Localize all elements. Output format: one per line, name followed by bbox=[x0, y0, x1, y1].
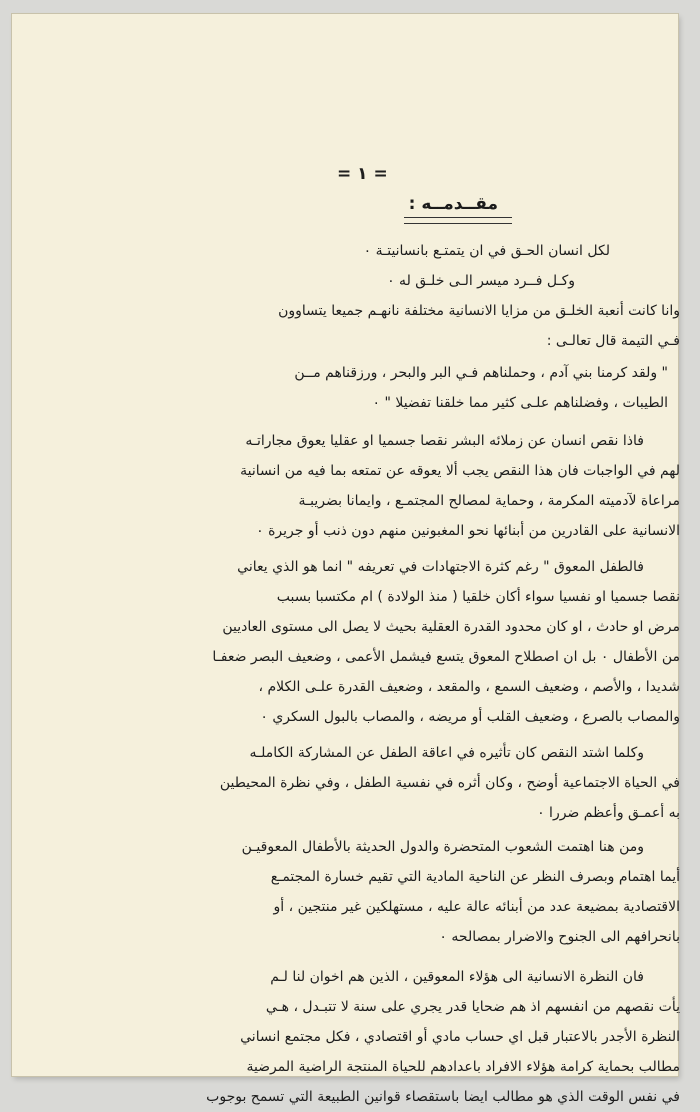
text-line: بانحرافهم الى الجنوح والاضرار بمصالحه ٠ bbox=[439, 929, 680, 945]
paragraph bbox=[92, 426, 680, 546]
paragraph bbox=[92, 552, 680, 732]
text-line: يأت نقصهم من انفسهم اذ هم ضحايا قدر يجري على سنة لا تتبـدل ، هـي bbox=[265, 999, 680, 1015]
paragraph bbox=[92, 962, 680, 1112]
text-line: فالطفل المعوق " رغم كثرة الاجتهادات في تعريفه " انما هو الذي يعاني bbox=[237, 559, 644, 575]
section-heading: مقــدمــه : bbox=[408, 194, 498, 214]
text-line: به أعمـق وأعظم ضررا ٠ bbox=[537, 805, 680, 821]
paragraph bbox=[92, 738, 680, 828]
text-line: في الحياة الاجتماعية أوضح ، وكان أثره في نفسية الطفل ، وفي نظرة المحيطين bbox=[219, 775, 680, 791]
paragraph bbox=[92, 296, 680, 356]
text-line: الطيبات ، وفضلناهم علـى كثير مما خلقنا تفضيلا " ٠ bbox=[372, 395, 668, 411]
text-line: مرض او حادث ، او كان محدود القدرة العقلية بحيث لا يصل الى مستوى العاديين bbox=[222, 619, 680, 635]
page-number: = ١ = bbox=[337, 164, 388, 184]
text-line: أيما اهتمام وبصرف النظر عن الناحية المادية التي تقيم خسارة المجتمـع bbox=[270, 869, 680, 885]
text-line: فـي التيمة قال تعالـى : bbox=[546, 333, 680, 349]
text-line: في نفس الوقت الذي هو مطالب ايضا باستقصاء قوانين الطبيعة التي تسمح بوجوب bbox=[206, 1089, 680, 1105]
document-body bbox=[92, 236, 680, 1112]
text-line: شديدا ، والأصم ، وضعيف السمع ، والمقعد ، وضعيف القدرة علـى الكلام ، bbox=[258, 679, 680, 695]
paragraph-gap bbox=[92, 952, 680, 962]
paragraph bbox=[92, 266, 680, 296]
paragraph bbox=[92, 832, 680, 952]
document-page bbox=[12, 14, 680, 1105]
text-line: وكـل فــرد ميسر الـى خلـق له ٠ bbox=[387, 273, 575, 289]
text-line: ومن هنا اهتمت الشعوب المتحضرة والدول الحديثة بالأطفال المعوقيـن bbox=[241, 839, 644, 855]
paragraph bbox=[92, 358, 680, 418]
text-line: فاذا نقص انسان عن زملائه البشر نقصا جسميا او عقليا يعوق مجاراتـه bbox=[245, 433, 644, 449]
text-line: فان النظرة الانسانية الى هؤلاء المعوقين ، الذين هم اخوان لنا لـم bbox=[270, 969, 644, 985]
paragraph bbox=[92, 236, 680, 266]
paragraph-gap bbox=[92, 418, 680, 426]
text-line: والمصاب بالصرع ، وضعيف القلب أو مريضه ، والمصاب بالبول السكري ٠ bbox=[260, 709, 680, 725]
text-line: وانا كانت أنعبة الخلـق من مزايا الانسانية مختلفة نانهـم جميعا يتساوون bbox=[278, 303, 680, 319]
heading-underline bbox=[404, 217, 512, 224]
text-line: مراعاة لآدميته المكرمة ، وحماية لمصالح المجتمـع ، وايمانا بضريبـة bbox=[298, 493, 680, 509]
text-line: من الأطفال ٠ بل ان اصطلاح المعوق يتسع فيشمل الأعمى ، وضعيف البصر ضعفـا bbox=[212, 649, 680, 665]
text-line: مطالب بحماية كرامة هؤلاء الافراد باعدادهم للحياة المنتجة الراضية المرضية bbox=[246, 1059, 680, 1075]
text-line: نقصا جسميا او نفسيا سواء أكان خلقيا ( منذ الولادة ) ام مكتسبا بسبب bbox=[276, 589, 680, 605]
text-line: " ولقد كرمنا بني آدم ، وحملناهم فـي البر والبحر ، ورزقناهم مــن bbox=[294, 365, 668, 381]
text-line: لكل انسان الحـق في ان يتمتـع بانسانيتـة ٠ bbox=[363, 243, 610, 259]
text-line: الانسانية على القادرين من أبنائها نحو المغبونين منهم دون ذنب أو جريرة ٠ bbox=[256, 523, 680, 539]
text-line: النظرة الأجدر بالاعتبار قبل اي حساب مادي أو اقتصادي ، فكل مجتمع انساني bbox=[240, 1029, 680, 1045]
text-line: وكلما اشتد النقص كان تأثيره في اعاقة الطفل عن المشاركة الكاملـه bbox=[249, 745, 644, 761]
text-line: الاقتصادية بمضيعة عدد من أبنائه عالة عليه ، مستهلكين غير منتجين ، أو bbox=[273, 899, 680, 915]
text-line: لهم في الواجبات فان هذا النقص يجب ألا يعوقه عن تمتعه بما فيه من انسانية bbox=[240, 463, 680, 479]
